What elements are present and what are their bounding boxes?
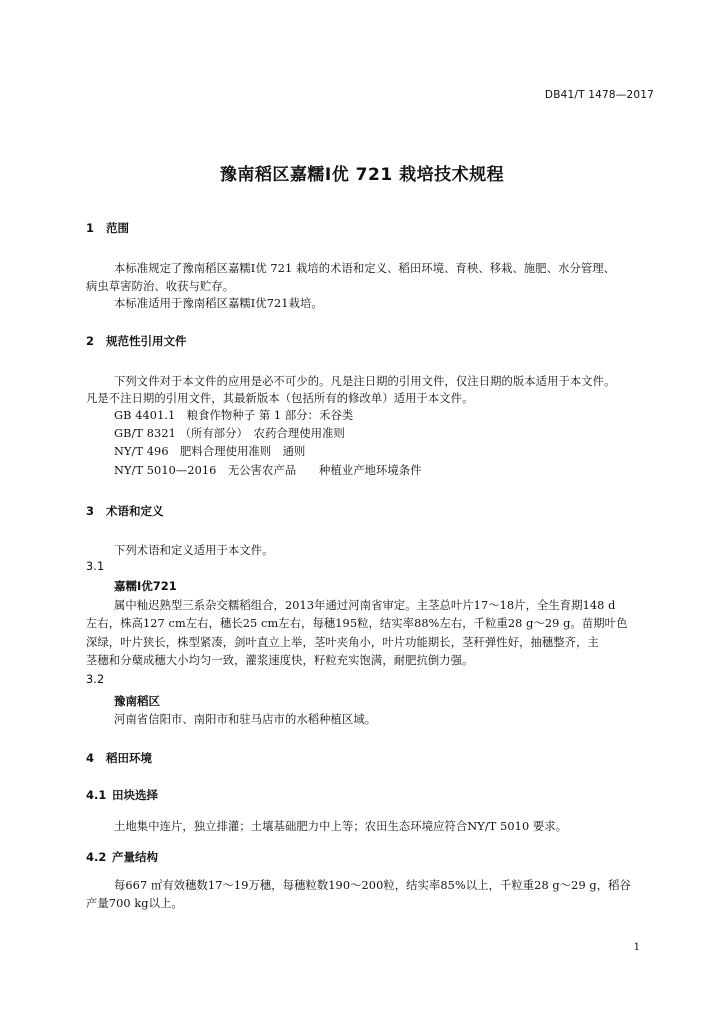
subsection-4-2-title: 产量结构: [112, 850, 158, 864]
subsection-4-1-heading: [86, 787, 158, 803]
term-3-2-name: 豫南稻区: [114, 694, 160, 708]
section-4-title: 稻田环境: [106, 751, 152, 765]
section-3-heading: [86, 503, 164, 519]
section-3-title: 术语和定义: [106, 504, 164, 518]
section-4-number: 4: [86, 751, 95, 765]
section-3-intro: 下列术语和定义适用于本文件。: [114, 544, 274, 557]
subsection-4-2-para-line-2: 产量700 kg以上。: [86, 897, 183, 910]
term-3-1-def-line-2: 左右，株高127 cm左右，穗长25 cm左右，每穗195粒，结实率88%左右，千粒重28 g～29 g。苗期叶色: [86, 617, 628, 630]
section-1-para-1-line-2: 病虫草害防治、收获与贮存。: [86, 280, 235, 293]
reference-item: NY/T 5010—2016 无公害农产品 种植业产地环境条件: [114, 464, 422, 477]
section-1-title: 范围: [106, 221, 129, 235]
term-3-1-number: 3.1: [86, 560, 105, 573]
term-3-1-name: 嘉糯Ⅰ优721: [114, 579, 177, 593]
reference-item: GB/T 8321 （所有部分） 农药合理使用准则: [114, 427, 345, 440]
subsection-4-2-heading: [86, 849, 158, 865]
page-number: 1: [633, 942, 640, 953]
document-title: 豫南稻区嘉糯Ⅰ优 721 栽培技术规程: [219, 165, 505, 185]
term-3-1-def-line-3: 深绿，叶片狭长，株型紧凑，剑叶直立上举，茎叶夹角小，叶片功能期长，茎秆弹性好，抽穗整齐，主: [86, 636, 599, 649]
term-3-2-def-line-1: 河南省信阳市、南阳市和驻马店市的水稻种植区域。: [114, 713, 377, 726]
term-3-1-def-line-4: 茎穗和分蘖成穗大小均匀一致，灌浆速度快，籽粒充实饱满，耐肥抗倒力强。: [86, 654, 474, 667]
standard-code: DB41/T 1478—2017: [544, 89, 654, 101]
subsection-4-2-para-line-1: 每667 ㎡有效穗数17～19万穗，每穗粒数190～200粒，结实率85%以上，千粒重28 g～29 g，稻谷: [114, 879, 631, 892]
section-2-title: 规范性引用文件: [106, 334, 187, 348]
reference-item: GB 4401.1 粮食作物种子 第 1 部分：禾谷类: [114, 409, 354, 422]
term-3-1-def-line-1: 属中籼迟熟型三系杂交糯稻组合，2013年通过河南省审定。主茎总叶片17～18片，全生育期148 d: [114, 599, 616, 612]
section-2-heading: [86, 333, 187, 349]
section-3-number: 3: [86, 504, 95, 518]
term-3-2-number: 3.2: [86, 673, 105, 686]
reference-item: NY/T 496 肥料合理使用准则 通则: [114, 445, 306, 458]
section-1-heading: [86, 220, 129, 236]
section-2-para-line-2: 凡是不注日期的引用文件，其最新版本（包括所有的修改单）适用于本文件。: [86, 392, 474, 405]
section-4-heading: [86, 750, 152, 766]
section-2-number: 2: [86, 334, 95, 348]
subsection-4-1-para: 土地集中连片，独立排灌；土壤基础肥力中上等；农田生态环境应符合NY/T 5010 要求。: [114, 820, 568, 833]
section-2-para-line-1: 下列文件对于本文件的应用是必不可少的。凡是注日期的引用文件，仅注日期的版本适用于本文件。: [114, 375, 616, 388]
subsection-4-1-title: 田块选择: [112, 788, 158, 802]
section-1-para-2: 本标准适用于豫南稻区嘉糯Ⅰ优721栽培。: [114, 297, 323, 310]
subsection-4-2-number: 4.2: [86, 850, 107, 864]
subsection-4-1-number: 4.1: [86, 788, 107, 802]
section-1-number: 1: [86, 221, 95, 235]
section-1-para-1-line-1: 本标准规定了豫南稻区嘉糯Ⅰ优 721 栽培的术语和定义、稻田环境、育秧、移栽、施肥、水分管理、: [114, 262, 616, 275]
